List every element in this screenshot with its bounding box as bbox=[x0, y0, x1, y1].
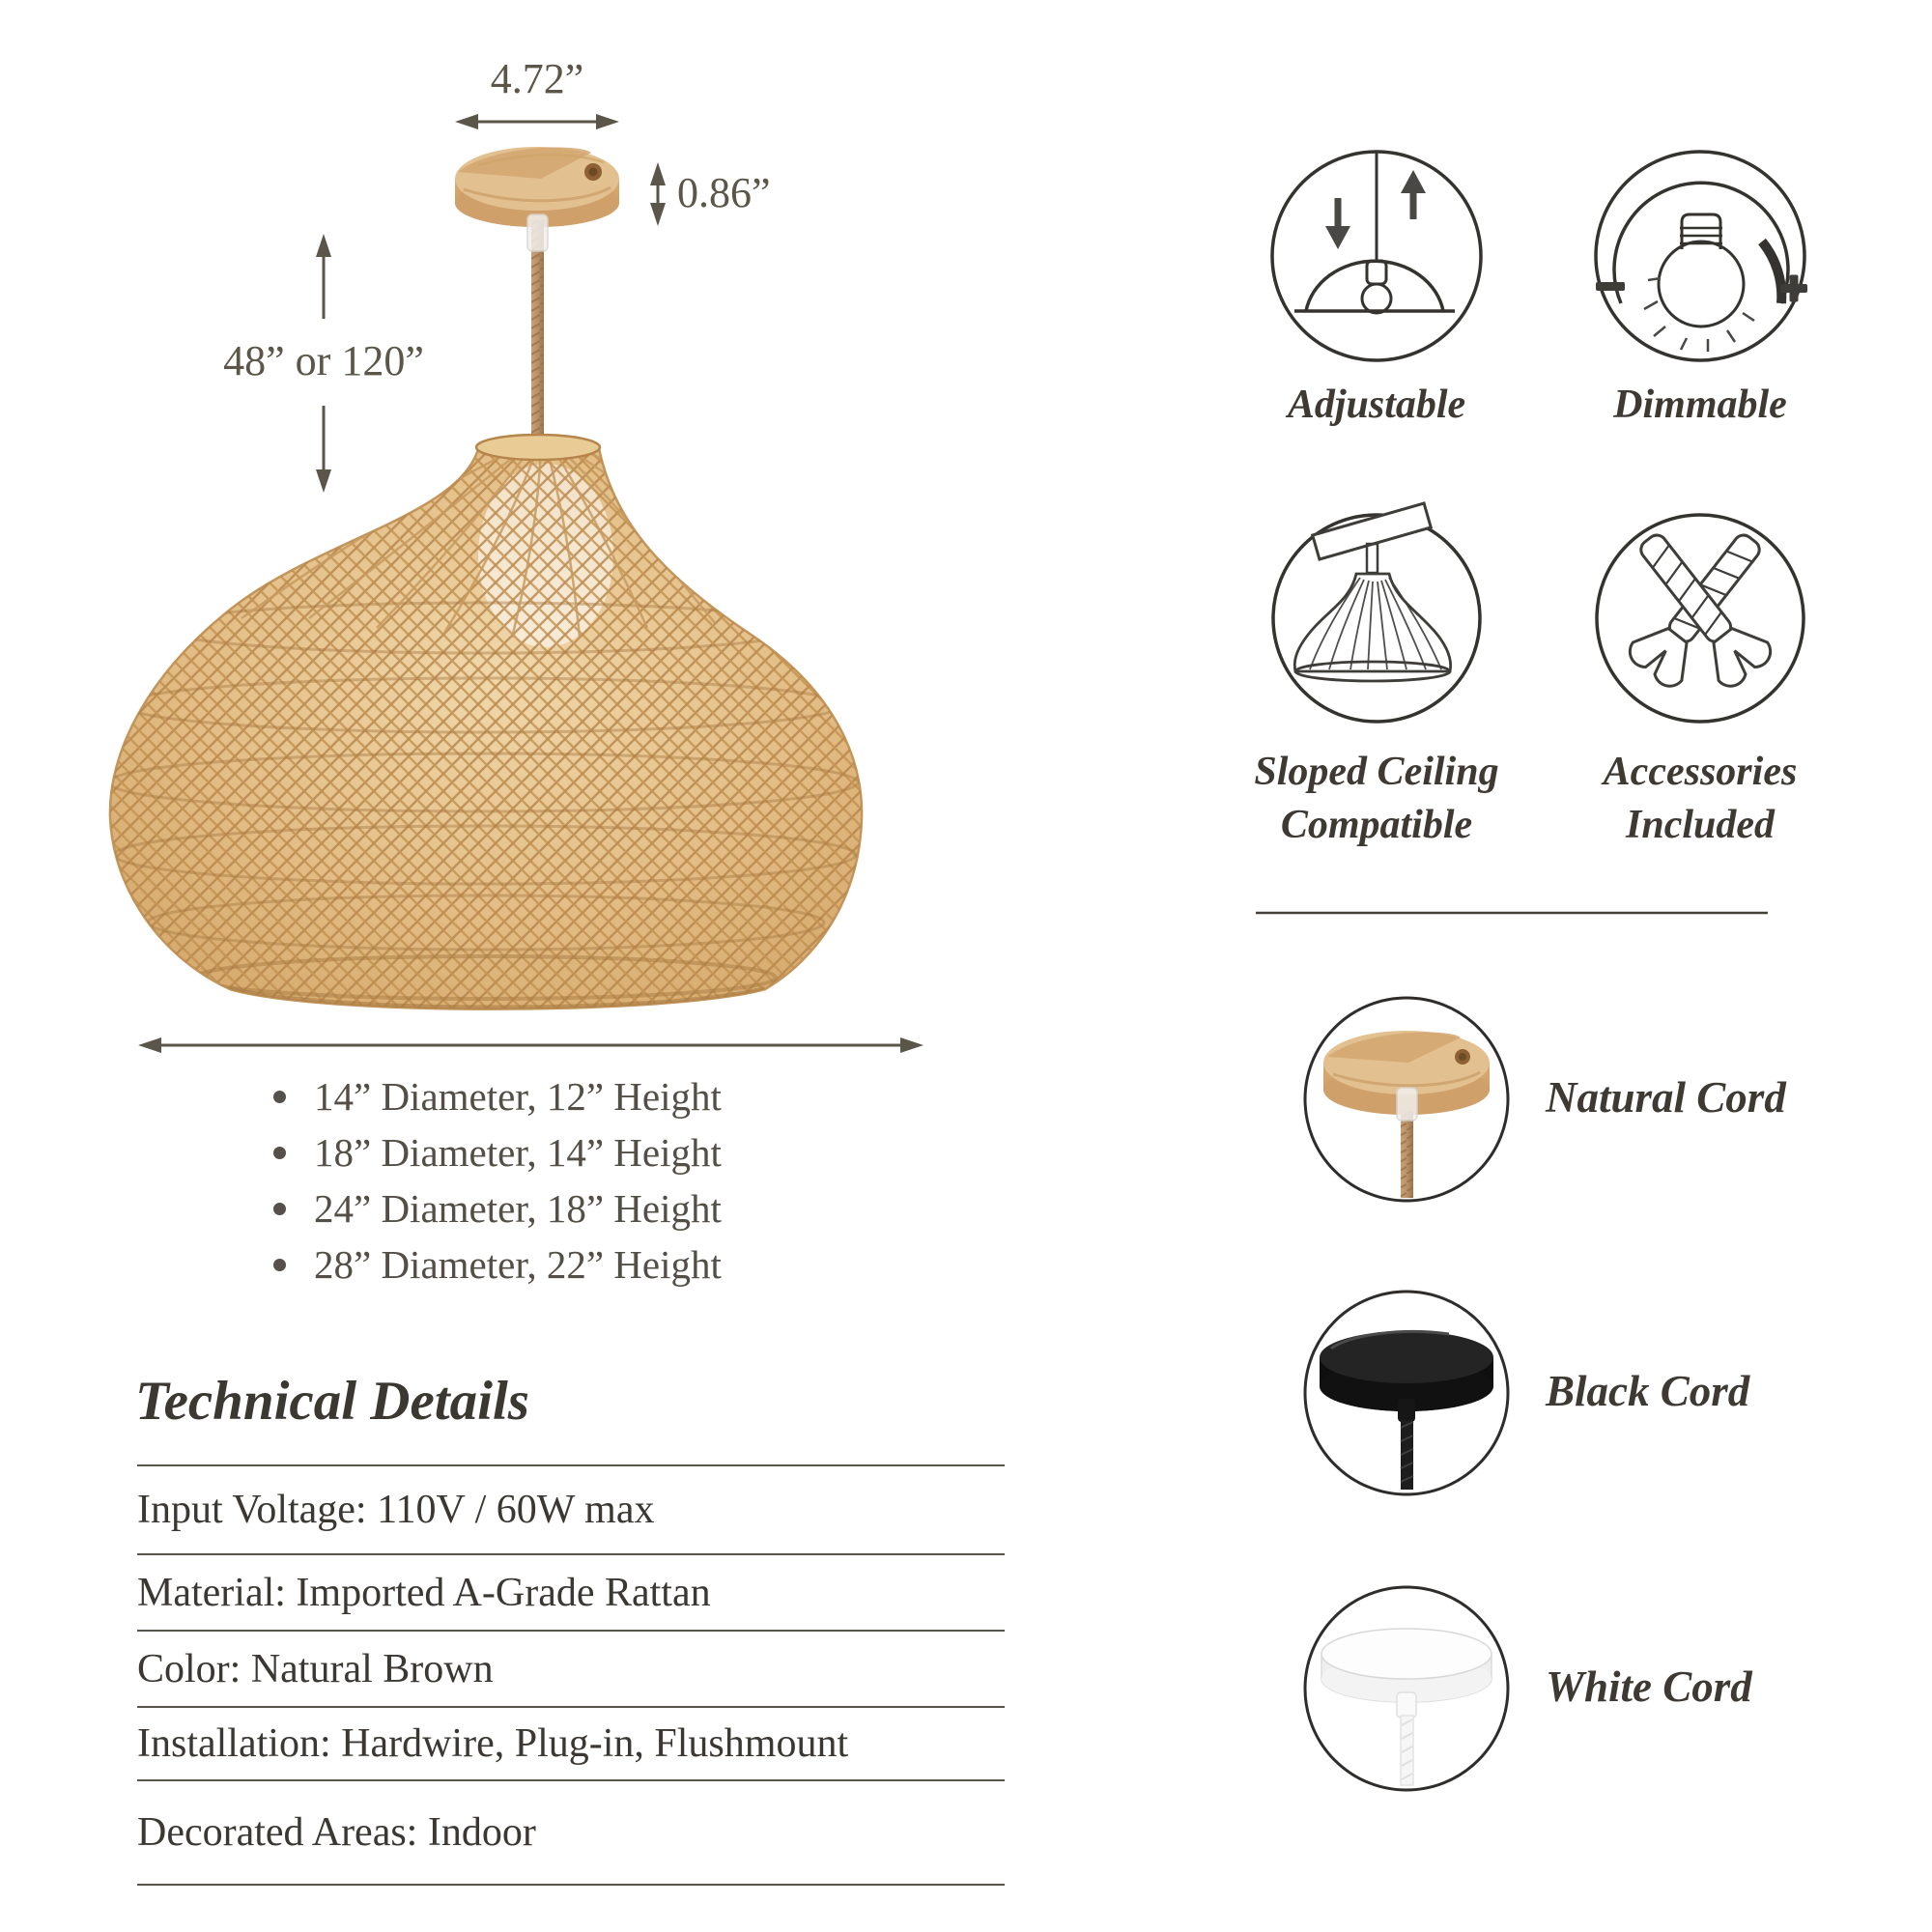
feature-label-dimmable bbox=[1536, 379, 1864, 432]
adjustable-icon bbox=[1272, 152, 1481, 360]
table-row: Installation: Hardwire, Plug-in, Flushmount bbox=[137, 1708, 1005, 1781]
size-option-text: 24” Diameter, 18” Height bbox=[314, 1186, 722, 1231]
technical-details-title: Technical Details bbox=[135, 1371, 529, 1432]
natural-cord-image bbox=[1305, 998, 1508, 1201]
cord-label-black: Black Cord bbox=[1546, 1367, 1750, 1415]
feature-label-text: Included bbox=[1625, 803, 1775, 847]
rope-cord-image bbox=[527, 214, 548, 446]
canopy-height-label: 0.86” bbox=[677, 169, 771, 216]
bullet-icon bbox=[273, 1259, 286, 1271]
bullet-icon bbox=[273, 1147, 286, 1159]
canopy-width-label: 4.72” bbox=[490, 55, 584, 102]
accessories-icon bbox=[1597, 515, 1804, 722]
table-row: Material: Imported A-Grade Rattan bbox=[137, 1555, 1005, 1632]
canopy-height-arrow bbox=[650, 162, 666, 226]
white-cord-image bbox=[1305, 1587, 1508, 1790]
feature-label-adjustable bbox=[1212, 379, 1541, 432]
feature-label-text: Adjustable bbox=[1287, 383, 1466, 427]
feature-label-sloped-ceiling bbox=[1212, 746, 1541, 852]
technical-details-table bbox=[137, 1464, 1005, 1886]
cord-length-label: 48” or 120” bbox=[223, 337, 424, 384]
list-item bbox=[273, 1180, 722, 1236]
feature-label-text: Compatible bbox=[1280, 803, 1473, 847]
canopy-width-arrow bbox=[455, 114, 619, 129]
cord-label-white: White Cord bbox=[1546, 1662, 1752, 1711]
list-item bbox=[273, 1236, 722, 1293]
table-row: Decorated Areas: Indoor bbox=[137, 1781, 1005, 1886]
black-cord-image bbox=[1305, 1292, 1508, 1494]
dimmable-icon bbox=[1596, 152, 1807, 360]
feature-label-text: Sloped Ceiling bbox=[1254, 750, 1499, 794]
table-row: Color: Natural Brown bbox=[137, 1632, 1005, 1708]
list-item bbox=[273, 1068, 722, 1124]
table-row: Input Voltage: 110V / 60W max bbox=[137, 1466, 1005, 1555]
cord-label-natural: Natural Cord bbox=[1546, 1073, 1786, 1122]
rattan-shade-image bbox=[97, 425, 879, 1034]
size-option-text: 28” Diameter, 22” Height bbox=[314, 1242, 722, 1287]
sloped-ceiling-icon bbox=[1273, 503, 1480, 722]
feature-label-text: Dimmable bbox=[1613, 383, 1787, 427]
list-item bbox=[273, 1124, 722, 1180]
feature-label-accessories bbox=[1536, 746, 1864, 852]
size-options-list bbox=[273, 1068, 722, 1293]
size-option-text: 14” Diameter, 12” Height bbox=[314, 1074, 722, 1119]
feature-label-text: Accessories bbox=[1603, 750, 1798, 794]
bullet-icon bbox=[273, 1091, 286, 1103]
bullet-icon bbox=[273, 1203, 286, 1215]
shade-diameter-arrow bbox=[138, 1037, 923, 1053]
size-option-text: 18” Diameter, 14” Height bbox=[314, 1130, 722, 1175]
